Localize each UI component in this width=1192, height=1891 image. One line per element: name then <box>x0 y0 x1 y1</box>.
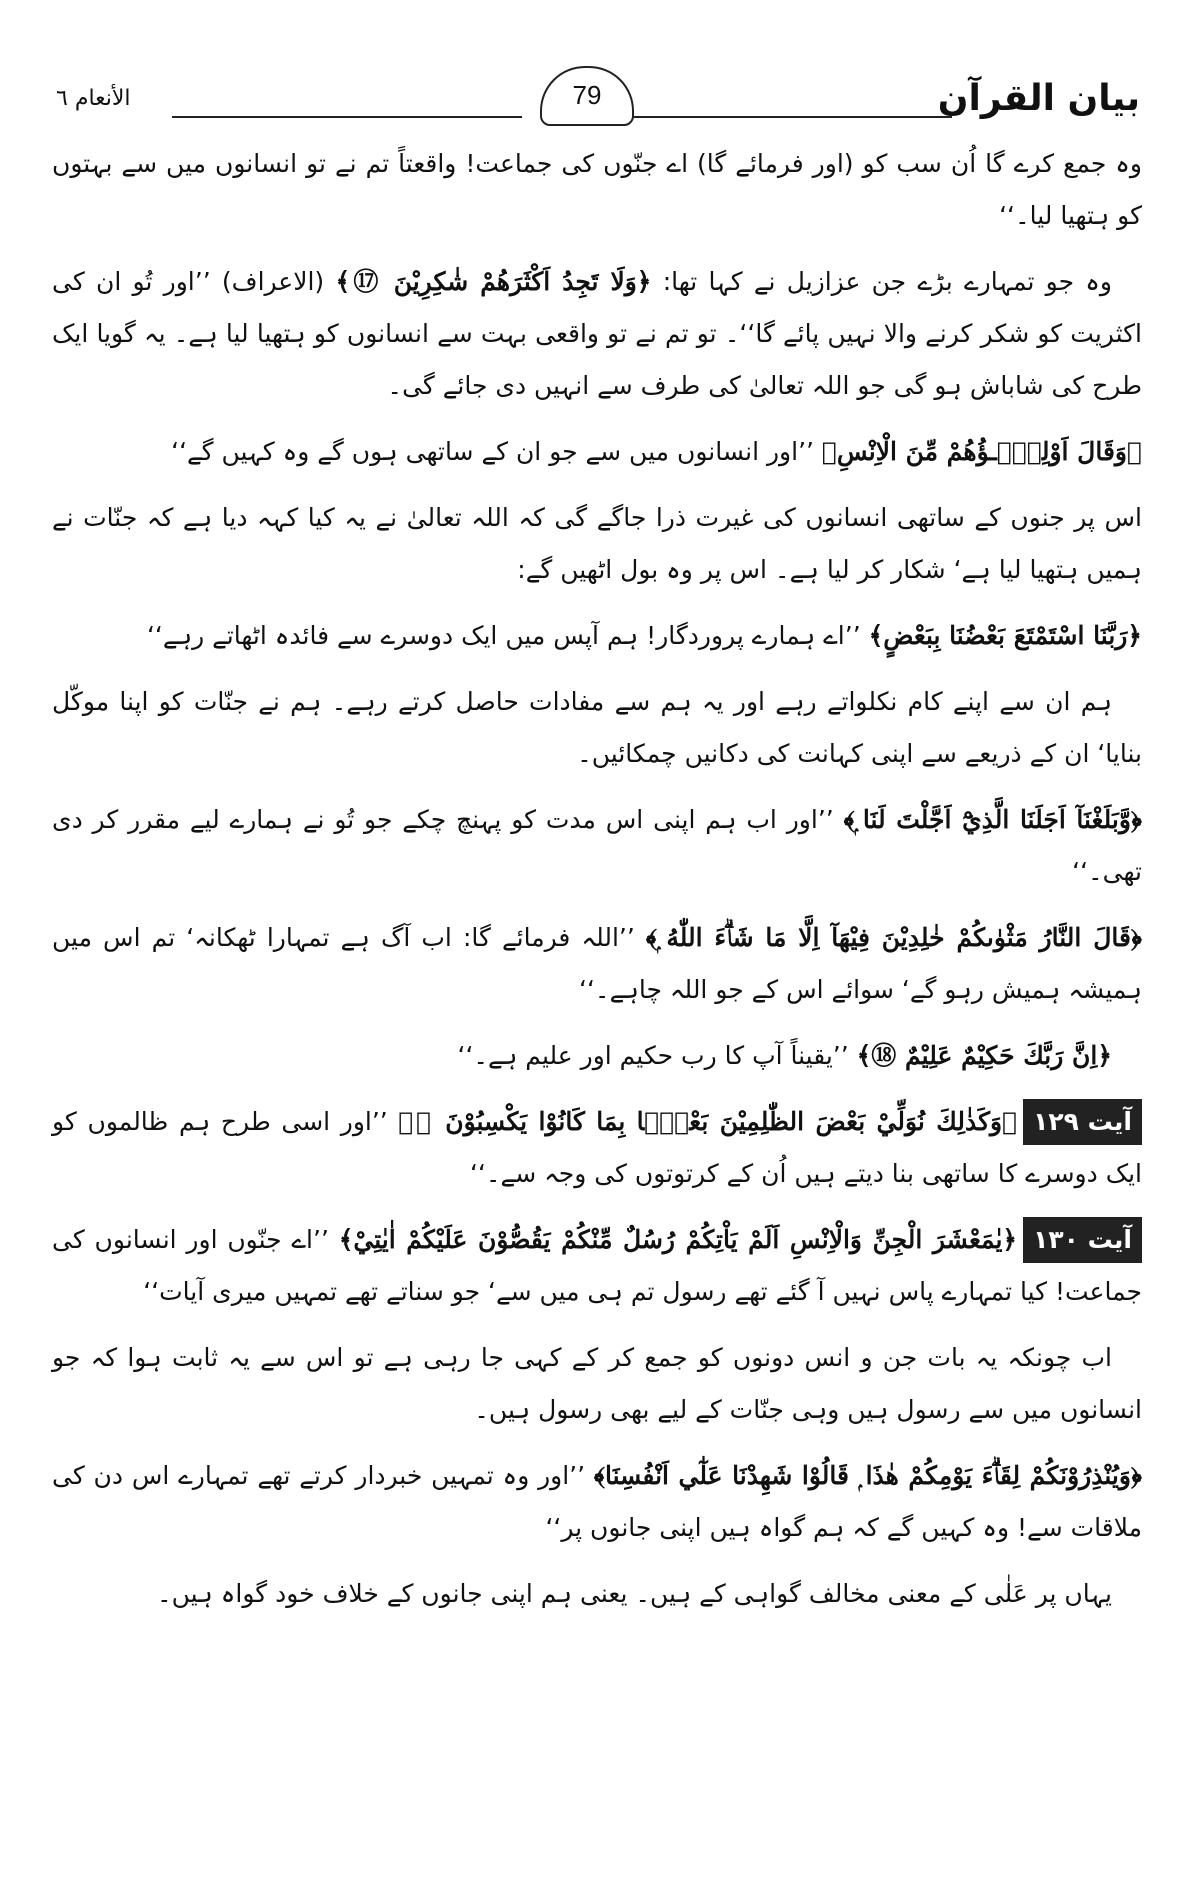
paragraph: آیت ۱۳۰﴿يٰمَعْشَرَ الْجِنِّ وَالْاِنْسِ اَلَمْ يَاْتِكُمْ رُسُلٌ مِّنْكُمْ يَقُصُّوْنَ عَلَيْكُمْ اٰيٰتِيْ﴾ ’’اے جنّوں اور انسانوں کی جماعت! کیا تمہارے پاس نہیں آ گئے تھے رسول تم ہی میں سے‘ جو سناتے تھے تمہیں میری آیات‘‘ <box>52 1214 1142 1318</box>
header-rule-left <box>172 116 522 118</box>
paragraph: اس پر جنوں کے ساتھی انسانوں کی غیرت ذرا جاگے گی کہ اللہ تعالیٰ نے یہ کیا کہہ دیا ہے کہ جنّات نے ہمیں ہتھیا لیا ہے‘ شکار کر لیا ہے۔ اس پر وہ بول اٹھیں گے: <box>52 503 1142 584</box>
book-title: بیان القرآن <box>937 78 1140 119</box>
quran-verse: ﴿وَقَالَ اَوْلِيٰۗـؤُهُمْ مِّنَ الْاِنْسِ﴾ <box>821 437 1142 466</box>
ayah-number-badge: آیت ۱۳۰ <box>1023 1217 1142 1263</box>
quran-verse: ﴿وَيُنْذِرُوْنَكُمْ لِقَاۗءَ يَوْمِكُمْ هٰذَا ۭ قَالُوْا شَهِدْنَا عَلٰٓي اَنْفُسِنَا﴾ <box>593 1461 1143 1490</box>
quran-verse: ﴿وَلَا تَجِدُ اَكْثَرَهُمْ شٰكِرِيْنَ ⑰﴾ <box>335 267 652 296</box>
quran-verse: ﴿رَبَّنَا اسْتَمْتَعَ بَعْضُنَا بِبَعْضٍ﴾ <box>868 621 1142 650</box>
paragraph: اب چونکہ یہ بات جن و انس دونوں کو جمع کر کے کہی جا رہی ہے تو اس سے یہ ثابت ہوا کہ جو انسانوں میں سے رسول ہیں وہی جنّات کے لیے بھی رسول ہیں۔ <box>52 1343 1142 1424</box>
quran-verse: ﴿وَّبَلَغْنَآ اَجَلَنَا الَّذِيْٓ اَجَّلْتَ لَنَا ۭ﴾ <box>843 805 1142 834</box>
paragraph: وہ جمع کرے گا اُن سب کو (اور فرمائے گا) اے جنّوں کی جماعت! واقعتاً تم نے تو انسانوں میں سے بہتوں کو ہتھیا لیا۔‘‘ <box>52 149 1142 230</box>
paragraph: آیت ۱۲۹﴿وَكَذٰلِكَ نُوَلِّيْ بَعْضَ الظّٰلِمِيْنَ بَعْضًۢا بِمَا كَانُوْا يَكْسِبُوْنَ ⑲﴾ ’’اور اسی طرح ہم ظالموں کو ایک دوسرے کا ساتھی بنا دیتے ہیں اُن کے کرتوتوں کی وجہ سے۔‘‘ <box>52 1096 1142 1200</box>
page <box>52 58 1142 1858</box>
surah-name: الأنعام ٦ <box>56 86 131 111</box>
paragraph: یہاں پر عَلٰی کے معنی مخالف گواہی کے ہیں۔ یعنی ہم اپنی جانوں کے خلاف خود گواہ ہیں۔ <box>156 1579 1112 1608</box>
page-body <box>52 138 1142 1620</box>
paragraph: ﴿رَبَّنَا اسْتَمْتَعَ بَعْضُنَا بِبَعْضٍ﴾ ’’اے ہمارے پروردگار! ہم آپس میں ایک دوسرے سے فائدہ اٹھاتے رہے‘‘ <box>146 621 1142 650</box>
paragraph: ﴿اِنَّ رَبَّكَ حَكِيْمٌ عَلِيْمٌ ⑱﴾ ’’یقیناً آپ کا رب حکیم اور علیم ہے۔‘‘ <box>457 1041 1112 1070</box>
paragraph: وہ جو تمہارے بڑے جن عزازیل نے کہا تھا: ﴿وَلَا تَجِدُ اَكْثَرَهُمْ شٰكِرِيْنَ ⑰﴾ (الاعراف) ’’اور تُو ان کی اکثریت کو شکر کرنے والا نہیں پائے گا‘‘۔ تو تم نے تو واقعی بہت سے انسانوں کو ہتھیا لیا ہے۔ یہ گویا ایک طرح کی شاباش ہو گی جو اللہ تعالیٰ کی طرف سے انہیں دی جائے گی۔ <box>52 267 1142 400</box>
paragraph: ہم ان سے اپنے کام نکلواتے رہے اور یہ ہم سے مفادات حاصل کرتے رہے۔ ہم نے جنّات کو اپنا موکّل بنایا‘ ان کے ذریعے سے اپنی کہانت کی دکانیں چمکائیں۔ <box>52 687 1142 768</box>
page-number: 79 <box>540 66 634 126</box>
ayah-number-badge: آیت ۱۲۹ <box>1023 1099 1142 1145</box>
paragraph: ﴿وَّبَلَغْنَآ اَجَلَنَا الَّذِيْٓ اَجَّلْتَ لَنَا ۭ﴾ ’’اور اب ہم اپنی اس مدت کو پہنچ چکے جو تُو نے ہمارے لیے مقرر کر دی تھی۔‘‘ <box>52 805 1142 886</box>
header-rule-right <box>612 116 952 118</box>
paragraph: ﴿وَيُنْذِرُوْنَكُمْ لِقَاۗءَ يَوْمِكُمْ هٰذَا ۭ قَالُوْا شَهِدْنَا عَلٰٓي اَنْفُسِنَا﴾ ’’اور وہ تمہیں خبردار کرتے تھے تمہارے اس دن کی ملاقات سے! وہ کہیں گے کہ ہم گواہ ہیں اپنی جانوں پر‘‘ <box>52 1461 1143 1542</box>
quran-verse: ﴿قَالَ النَّارُ مَثْوٰىكُمْ خٰلِدِيْنَ فِيْهَآ اِلَّا مَا شَاۗءَ اللّٰهُ ۭ﴾ <box>645 923 1142 952</box>
quran-verse: ﴿يٰمَعْشَرَ الْجِنِّ وَالْاِنْسِ اَلَمْ يَاْتِكُمْ رُسُلٌ مِّنْكُمْ يَقُصُّوْنَ عَلَيْكُمْ اٰيٰتِيْ﴾ <box>338 1225 1018 1254</box>
quran-verse: ﴿وَكَذٰلِكَ نُوَلِّيْ بَعْضَ الظّٰلِمِيْنَ بَعْضًۢا بِمَا كَانُوْا يَكْسِبُوْنَ ⑲﴾ <box>398 1107 1018 1136</box>
page-header <box>52 58 1142 138</box>
paragraph: ﴿وَقَالَ اَوْلِيٰۗـؤُهُمْ مِّنَ الْاِنْسِ﴾ ’’اور انسانوں میں سے جو ان کے ساتھی ہوں گے وہ کہیں گے‘‘ <box>171 437 1142 466</box>
paragraph: ﴿قَالَ النَّارُ مَثْوٰىكُمْ خٰلِدِيْنَ فِيْهَآ اِلَّا مَا شَاۗءَ اللّٰهُ ۭ﴾ ’’اللہ فرمائے گا: اب آگ ہے تمہارا ٹھکانہ‘ تم اس میں ہمیشہ ہمیش رہو گے‘ سوائے اس کے جو اللہ چاہے۔‘‘ <box>52 923 1142 1004</box>
quran-verse: ﴿اِنَّ رَبَّكَ حَكِيْمٌ عَلِيْمٌ ⑱﴾ <box>856 1041 1112 1070</box>
